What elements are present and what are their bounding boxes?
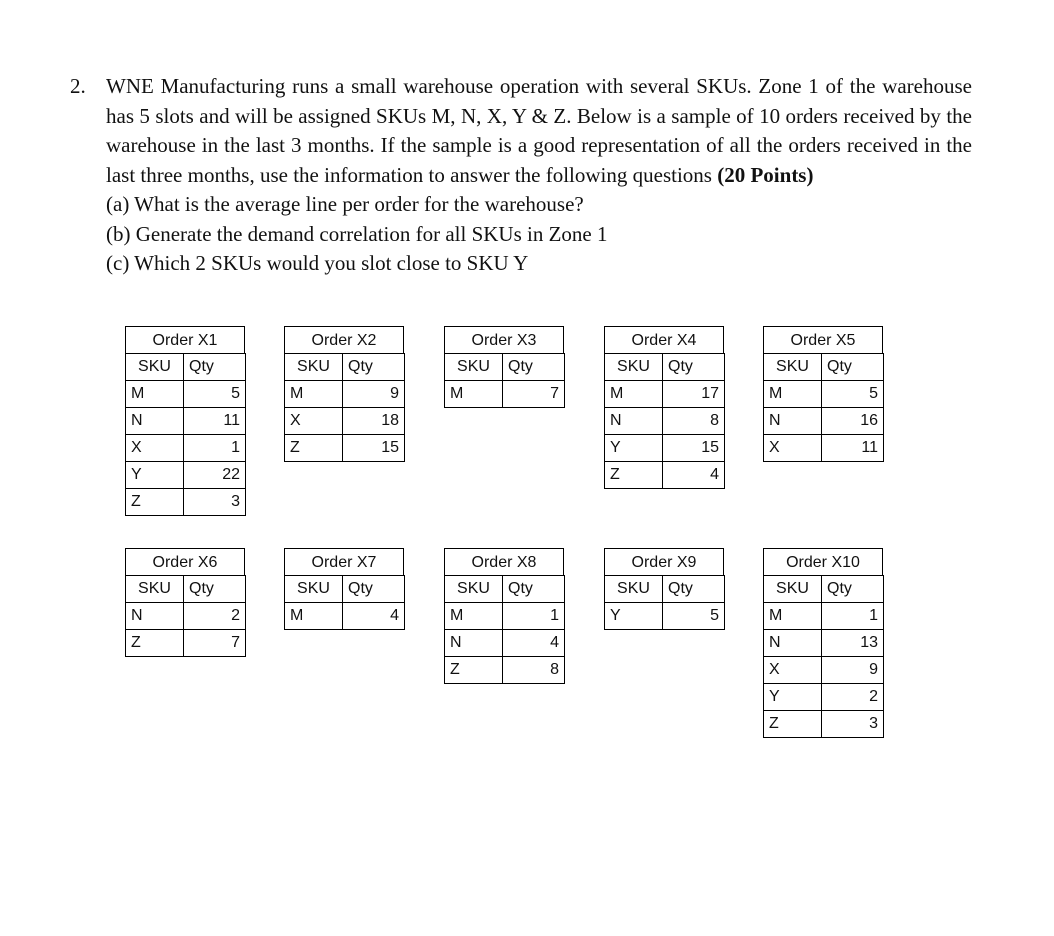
sku-cell: N <box>605 408 663 435</box>
sub-question-c: (c) Which 2 SKUs would you slot close to SKU Y <box>106 251 529 275</box>
sku-cell: Z <box>605 462 663 489</box>
sku-column-header: SKU <box>764 354 822 381</box>
qty-cell: 3 <box>822 711 884 738</box>
order-title: Order X3 <box>444 326 564 353</box>
order-table-3 <box>444 326 564 408</box>
qty-column-header: Qty <box>343 576 405 603</box>
order-table-2 <box>284 326 404 462</box>
qty-cell: 5 <box>822 381 884 408</box>
qty-cell: 9 <box>822 657 884 684</box>
qty-column-header: Qty <box>503 576 565 603</box>
table-row <box>126 462 246 489</box>
table-header-row <box>285 354 405 381</box>
order-title: Order X6 <box>125 548 245 575</box>
order-lines-table <box>125 575 246 657</box>
table-row <box>285 435 405 462</box>
sub-question-a: (a) What is the average line per order for the warehouse? <box>106 192 584 216</box>
qty-cell: 11 <box>184 408 246 435</box>
sku-cell: Z <box>126 630 184 657</box>
sku-column-header: SKU <box>126 354 184 381</box>
order-lines-table <box>125 353 246 516</box>
sku-column-header: SKU <box>445 576 503 603</box>
table-row <box>445 381 565 408</box>
sku-column-header: SKU <box>445 354 503 381</box>
order-lines-table <box>604 575 725 630</box>
table-row <box>285 381 405 408</box>
table-row <box>605 381 725 408</box>
qty-cell: 15 <box>343 435 405 462</box>
sku-column-header: SKU <box>605 354 663 381</box>
sku-cell: M <box>445 381 503 408</box>
question-text <box>106 72 972 190</box>
qty-column-header: Qty <box>184 354 246 381</box>
order-lines-table <box>284 575 405 630</box>
order-title: Order X10 <box>763 548 883 575</box>
table-row <box>126 408 246 435</box>
question-number: 2. <box>70 74 86 98</box>
table-row <box>764 711 884 738</box>
order-title: Order X5 <box>763 326 883 353</box>
qty-cell: 1 <box>503 603 565 630</box>
order-table-4 <box>604 326 724 489</box>
qty-column-header: Qty <box>184 576 246 603</box>
table-header-row <box>445 354 565 381</box>
order-lines-table <box>604 353 725 489</box>
order-lines-table <box>444 353 565 408</box>
table-row <box>126 381 246 408</box>
sku-cell: X <box>764 435 822 462</box>
sku-column-header: SKU <box>285 576 343 603</box>
qty-column-header: Qty <box>343 354 405 381</box>
table-row <box>764 408 884 435</box>
table-row <box>764 684 884 711</box>
sku-cell: X <box>285 408 343 435</box>
qty-cell: 5 <box>184 381 246 408</box>
qty-cell: 9 <box>343 381 405 408</box>
table-row <box>445 603 565 630</box>
qty-column-header: Qty <box>822 354 884 381</box>
sku-cell: N <box>764 630 822 657</box>
sku-cell: Z <box>285 435 343 462</box>
qty-cell: 7 <box>184 630 246 657</box>
qty-cell: 17 <box>663 381 725 408</box>
qty-column-header: Qty <box>822 576 884 603</box>
sku-cell: X <box>764 657 822 684</box>
sku-cell: N <box>445 630 503 657</box>
sku-cell: M <box>764 603 822 630</box>
table-row <box>764 435 884 462</box>
sku-cell: Y <box>764 684 822 711</box>
question-text-body: WNE Manufacturing runs a small warehouse operation with several SKUs. Zone 1 of the warehouse has 5 slots and will be assigned SKUs M, N, X, Y & Z. Below is a sample of 10 orders received by the warehouse in the last 3 months. If the sample is a good representation of all the orders received in the last three months, use the information to answer the following questions <box>106 74 972 187</box>
order-lines-table <box>444 575 565 684</box>
table-header-row <box>605 576 725 603</box>
qty-cell: 8 <box>663 408 725 435</box>
order-table-5 <box>763 326 883 462</box>
table-row <box>285 603 405 630</box>
table-row <box>764 630 884 657</box>
order-lines-table <box>763 575 884 738</box>
sku-cell: Y <box>126 462 184 489</box>
qty-column-header: Qty <box>503 354 565 381</box>
qty-cell: 11 <box>822 435 884 462</box>
sku-cell: X <box>126 435 184 462</box>
table-row <box>126 603 246 630</box>
order-table-1 <box>125 326 245 516</box>
qty-cell: 7 <box>503 381 565 408</box>
sku-cell: Z <box>764 711 822 738</box>
table-header-row <box>126 576 246 603</box>
table-row <box>605 462 725 489</box>
qty-cell: 22 <box>184 462 246 489</box>
table-row <box>126 630 246 657</box>
sku-cell: M <box>126 381 184 408</box>
sku-cell: M <box>285 381 343 408</box>
qty-cell: 8 <box>503 657 565 684</box>
table-header-row <box>764 576 884 603</box>
qty-column-header: Qty <box>663 354 725 381</box>
order-title: Order X4 <box>604 326 724 353</box>
order-table-7 <box>284 548 404 630</box>
sku-column-header: SKU <box>285 354 343 381</box>
sku-column-header: SKU <box>126 576 184 603</box>
order-title: Order X8 <box>444 548 564 575</box>
order-lines-table <box>763 353 884 462</box>
qty-cell: 5 <box>663 603 725 630</box>
table-header-row <box>445 576 565 603</box>
sku-cell: M <box>605 381 663 408</box>
sku-column-header: SKU <box>605 576 663 603</box>
qty-cell: 16 <box>822 408 884 435</box>
table-row <box>126 435 246 462</box>
order-title: Order X2 <box>284 326 404 353</box>
qty-cell: 2 <box>184 603 246 630</box>
sku-cell: Z <box>445 657 503 684</box>
table-header-row <box>605 354 725 381</box>
sku-column-header: SKU <box>764 576 822 603</box>
sku-cell: M <box>764 381 822 408</box>
order-table-9 <box>604 548 724 630</box>
order-title: Order X7 <box>284 548 404 575</box>
sku-cell: Z <box>126 489 184 516</box>
qty-cell: 1 <box>184 435 246 462</box>
sub-question-b: (b) Generate the demand correlation for all SKUs in Zone 1 <box>106 221 608 246</box>
qty-cell: 13 <box>822 630 884 657</box>
order-title: Order X1 <box>125 326 245 353</box>
order-table-10 <box>763 548 883 738</box>
qty-cell: 1 <box>822 603 884 630</box>
order-table-6 <box>125 548 245 657</box>
qty-cell: 4 <box>663 462 725 489</box>
table-row <box>764 657 884 684</box>
qty-cell: 2 <box>822 684 884 711</box>
table-row <box>605 603 725 630</box>
sku-cell: M <box>445 603 503 630</box>
sku-cell: N <box>764 408 822 435</box>
table-row <box>764 603 884 630</box>
table-row <box>764 381 884 408</box>
qty-cell: 3 <box>184 489 246 516</box>
order-title: Order X9 <box>604 548 724 575</box>
table-row <box>126 489 246 516</box>
qty-cell: 4 <box>503 630 565 657</box>
question-points: (20 Points) <box>717 162 814 187</box>
qty-cell: 18 <box>343 408 405 435</box>
table-row <box>605 435 725 462</box>
table-row <box>445 657 565 684</box>
qty-column-header: Qty <box>663 576 725 603</box>
order-table-8 <box>444 548 564 684</box>
table-header-row <box>764 354 884 381</box>
sku-cell: M <box>285 603 343 630</box>
question-block <box>70 72 972 279</box>
table-header-row <box>126 354 246 381</box>
sku-cell: N <box>126 408 184 435</box>
table-row <box>445 630 565 657</box>
qty-cell: 4 <box>343 603 405 630</box>
sku-cell: Y <box>605 603 663 630</box>
table-header-row <box>285 576 405 603</box>
sku-cell: N <box>126 603 184 630</box>
sku-cell: Y <box>605 435 663 462</box>
qty-cell: 15 <box>663 435 725 462</box>
table-row <box>605 408 725 435</box>
table-row <box>285 408 405 435</box>
order-lines-table <box>284 353 405 462</box>
